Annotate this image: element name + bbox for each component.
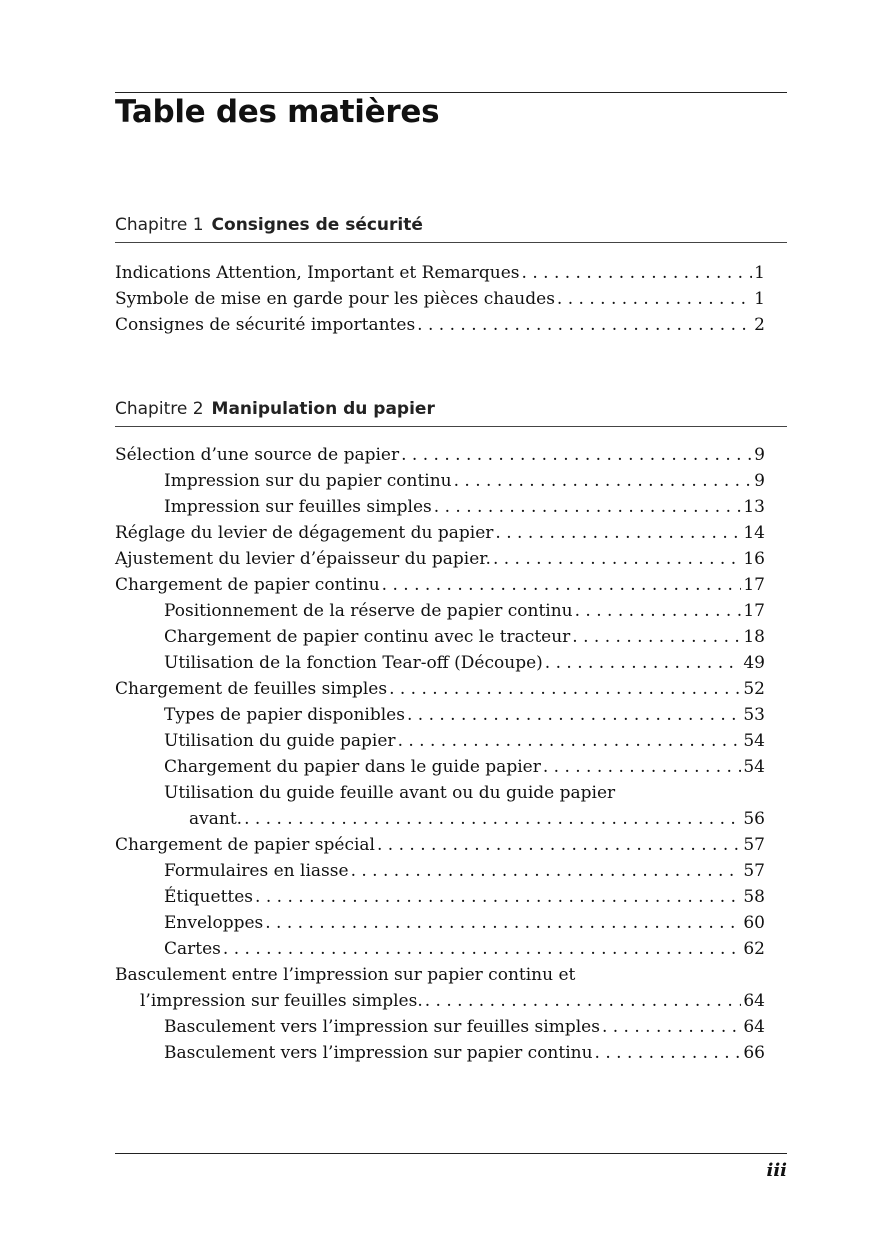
chapter-number: Chapitre 1 <box>115 215 204 235</box>
toc-entry-line1[interactable]: Basculement entre l’impression sur papier continu et <box>115 965 576 985</box>
toc-subentry-line2[interactable]: avant. . . . 56 <box>189 806 765 832</box>
toc-entry-line2[interactable]: l’impression sur feuilles simples. . . . 64 <box>140 988 765 1014</box>
toc-entry[interactable]: Chargement de papier spécial . . . 57 <box>115 832 765 858</box>
page-number: 49 <box>743 653 765 673</box>
dot-leader <box>454 468 753 494</box>
page-number: 60 <box>743 913 765 933</box>
toc-list <box>115 442 765 1066</box>
dot-leader <box>417 312 752 338</box>
toc-subentry[interactable]: Utilisation de la fonction Tear-off (Découpe) . . . 49 <box>164 650 765 676</box>
toc-entry[interactable]: Chargement de papier continu . . . 17 <box>115 572 765 598</box>
toc-subentry[interactable]: Chargement de papier continu avec le tracteur . . . 18 <box>164 624 765 650</box>
dot-leader <box>398 728 742 754</box>
toc-subentry-line1[interactable]: Utilisation du guide feuille avant ou du guide papier <box>164 783 616 803</box>
dot-leader <box>377 832 741 858</box>
dot-leader <box>244 806 741 832</box>
toc-subentry[interactable]: Formulaires en liasse . . . 57 <box>164 858 765 884</box>
page-number: 54 <box>743 731 765 751</box>
dot-leader <box>575 598 742 624</box>
page-number: 53 <box>743 705 765 725</box>
dot-leader <box>522 260 753 286</box>
page-number: 17 <box>743 575 765 595</box>
page-number: 9 <box>754 445 765 465</box>
dot-leader <box>255 884 741 910</box>
dot-leader <box>382 572 742 598</box>
page-number: 58 <box>743 887 765 907</box>
page-number: 66 <box>743 1043 765 1063</box>
toc-subentry[interactable]: Étiquettes . . . 58 <box>164 884 765 910</box>
page-folio: iii <box>766 1160 787 1181</box>
toc-entry[interactable]: Consignes de sécurité importantes . . . 2 <box>115 312 765 338</box>
toc-subentry[interactable]: Utilisation du guide papier . . . 54 <box>164 728 765 754</box>
dot-leader <box>389 676 741 702</box>
toc-subentry[interactable]: Positionnement de la réserve de papier continu . . . 17 <box>164 598 765 624</box>
toc-entry[interactable]: Symbole de mise en garde pour les pièces chaudes . . . 1 <box>115 286 765 312</box>
toc-entry[interactable]: Chargement de feuilles simples . . . 52 <box>115 676 765 702</box>
page-number: 18 <box>743 627 765 647</box>
toc-subentry[interactable]: Basculement vers l’impression sur papier continu . . . 66 <box>164 1040 765 1066</box>
dot-leader <box>572 624 741 650</box>
page-number: 64 <box>743 1017 765 1037</box>
dot-leader <box>495 520 741 546</box>
page-number: 62 <box>743 939 765 959</box>
page-number: 16 <box>743 549 765 569</box>
dot-leader <box>602 1014 741 1040</box>
bottom-rule <box>115 1153 787 1154</box>
page-number: 57 <box>743 835 765 855</box>
dot-leader <box>265 910 741 936</box>
chapter-heading <box>115 394 787 427</box>
page-number: 1 <box>754 289 765 309</box>
dot-leader <box>595 1040 742 1066</box>
page-number: 2 <box>754 315 765 335</box>
toc-subentry[interactable]: Enveloppes . . . 60 <box>164 910 765 936</box>
toc-list <box>115 260 765 338</box>
dot-leader <box>401 442 752 468</box>
dot-leader <box>434 494 742 520</box>
dot-leader <box>557 286 752 312</box>
toc-entry[interactable]: Ajustement du levier d’épaisseur du papier. . . . 16 <box>115 546 765 572</box>
page-title: Table des matières <box>115 94 440 130</box>
toc-subentry[interactable]: Impression sur du papier continu . . . 9 <box>164 468 765 494</box>
toc-subentry[interactable]: Chargement du papier dans le guide papier . . . 54 <box>164 754 765 780</box>
dot-leader <box>223 936 741 962</box>
page-number: 17 <box>743 601 765 621</box>
dot-leader <box>351 858 742 884</box>
chapter-name: Manipulation du papier <box>211 399 435 419</box>
dot-leader <box>407 702 741 728</box>
toc-subentry[interactable]: Impression sur feuilles simples . . . 13 <box>164 494 765 520</box>
chapter-heading <box>115 210 787 243</box>
page-number: 14 <box>743 523 765 543</box>
chapter-name: Consignes de sécurité <box>211 215 423 235</box>
dot-leader <box>545 650 742 676</box>
toc-subentry[interactable]: Types de papier disponibles . . . 53 <box>164 702 765 728</box>
toc-entry[interactable]: Réglage du levier de dégagement du papier . . . 14 <box>115 520 765 546</box>
page-number: 1 <box>754 263 765 283</box>
top-rule <box>115 92 787 93</box>
dot-leader <box>543 754 742 780</box>
page-number: 64 <box>743 991 765 1011</box>
page-number: 52 <box>743 679 765 699</box>
page-number: 9 <box>754 471 765 491</box>
chapter-number: Chapitre 2 <box>115 399 204 419</box>
page-number: 13 <box>743 497 765 517</box>
page-number: 54 <box>743 757 765 777</box>
toc-subentry[interactable]: Cartes . . . 62 <box>164 936 765 962</box>
page-number: 56 <box>743 809 765 829</box>
dot-leader <box>493 546 741 572</box>
dot-leader <box>425 988 742 1014</box>
toc-entry[interactable]: Sélection d’une source de papier . . . 9 <box>115 442 765 468</box>
toc-subentry[interactable]: Basculement vers l’impression sur feuilles simples . . . 64 <box>164 1014 765 1040</box>
page-number: 57 <box>743 861 765 881</box>
toc-entry[interactable]: Indications Attention, Important et Remarques . . . 1 <box>115 260 765 286</box>
